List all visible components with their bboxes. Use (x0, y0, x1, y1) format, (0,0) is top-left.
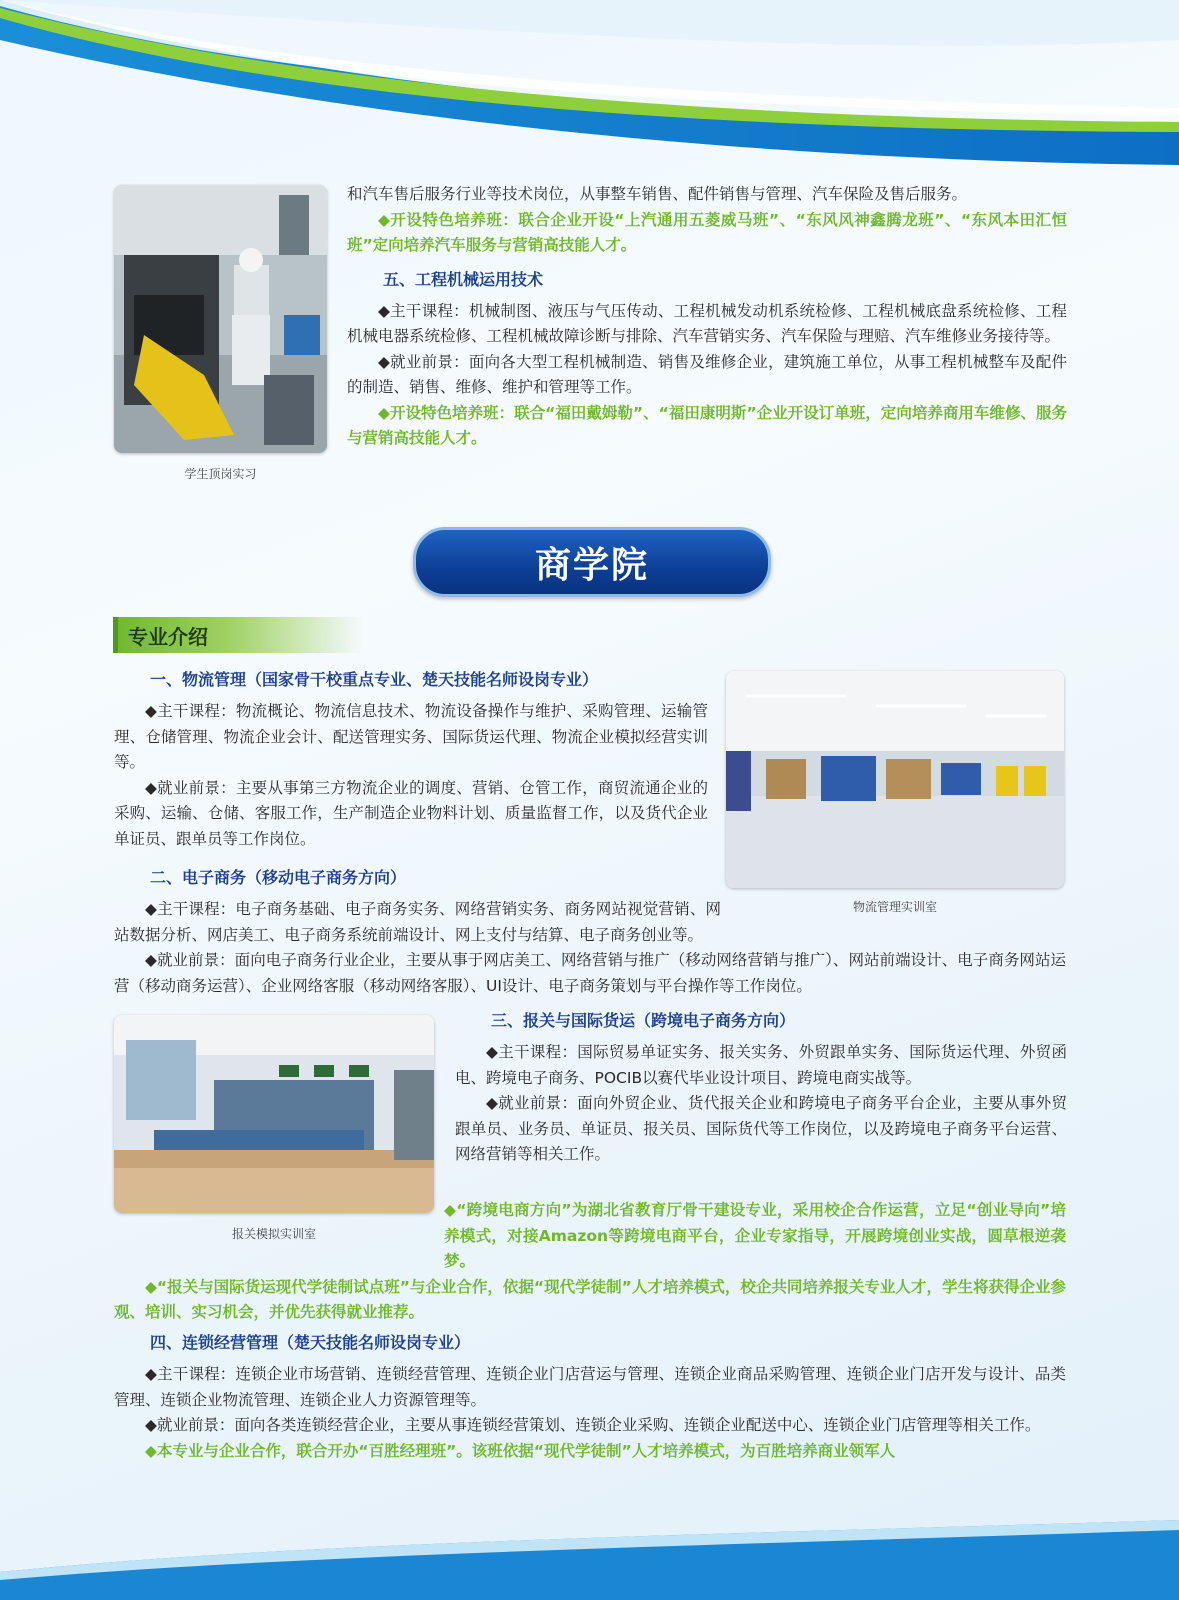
auto-text-block (347, 182, 1067, 452)
heading-chain: 四、连锁经营管理（楚天技能名师设岗专业） (150, 1333, 471, 1352)
engineering-special-class: ◆开设特色培养班：联合“福田戴姆勒”、“福田康明斯”企业开设订单班，定向培养商用车维修、服务与营销高技能人才。 (347, 403, 1067, 447)
internship-caption: 学生顶岗实习 (184, 467, 257, 481)
internship-photo (114, 185, 327, 453)
auto-line-continued: 和汽车售后服务行业等技术岗位，从事整车销售、配件销售与管理、汽车保险及售后服务。 (347, 185, 968, 203)
customs-special-block (114, 1198, 1066, 1326)
ecommerce-courses: ◆主干课程：电子商务基础、电子商务实务、网络营销实务、商务网站视觉营销、网站数据分析、网店美工、电子商务系统前端设计、网上支付与结算、电子商务创业等。 (114, 900, 721, 944)
heading-ecommerce: 二、电子商务（移动电子商务方向） (150, 868, 407, 887)
chain-special: ◆本专业与企业合作，联合开办“百胜经理班”。该班依据“现代学徒制”人才培养模式，为百胜培养商业领军人 (145, 1441, 896, 1460)
engineering-courses: ◆主干课程：机械制图、液压与气压传动、工程机械发动机系统检修、工程机械底盘系统检修、工程机械电器系统检修、工程机械故障诊断与排除、汽车营销实务、汽车保险与理赔、汽车维修业务接待等。 (347, 301, 1067, 345)
heading-customs: 三、报关与国际货运（跨境电子商务方向） (491, 1011, 796, 1030)
logistics-block (114, 667, 708, 852)
chain-block (114, 1330, 1066, 1464)
customs-courses: ◆主干课程：国际贸易单证实务、报关实务、外贸跟单实务、国际货运代理、外贸函电、跨境电子商务、POCIB以赛代毕业设计项目、跨境电商实战等。 (455, 1043, 1067, 1087)
customs-caption: 报关模拟实训室 (231, 1227, 316, 1241)
engineering-jobs: ◆就业前景：面向各大型工程机械制造、销售及维修企业，建筑施工单位，从事工程机械整车及配件的制造、销售、维修、维护和管理等工作。 (347, 352, 1067, 396)
logistics-caption: 物流管理实训室 (852, 900, 937, 914)
footer-wave (0, 1480, 1179, 1600)
customs-special-apprentice: ◆“报关与国际货运现代学徒制试点班”与企业合作，依据“现代学徒制”人才培养模式，校企共同培养报关专业人才，学生将获得企业参观、培训、实习机会，并优先获得就业推荐。 (114, 1277, 1066, 1321)
chain-courses: ◆主干课程：连锁企业市场营销、连锁经营管理、连锁企业门店营运与管理、连锁企业商品采购管理、连锁企业门店开发与设计、品类管理、连锁企业物流管理、连锁企业人力资源管理等。 (114, 1365, 1066, 1409)
chain-jobs: ◆就业前景：面向各类连锁经营企业，主要从事连锁经营策划、连锁企业采购、连锁企业配送中心、连锁企业门店管理等相关工作。 (145, 1416, 1041, 1434)
section-tab-major-intro: 专业介绍 (113, 617, 363, 653)
header-swoosh (0, 0, 1179, 170)
auto-special-class: ◆开设特色培养班：联合企业开设“上汽通用五菱威马班”、“东风风神鑫腾龙班”、“东风本田汇恒班”定向培养汽车服务与营销高技能人才。 (347, 210, 1067, 254)
customs-lab-photo (114, 1015, 434, 1213)
logistics-courses: ◆主干课程：物流概论、物流信息技术、物流设备操作与维护、采购管理、运输管理、仓储管理、物流企业会计、配送管理实务、国际货运代理、物流企业模拟经营实训等。 (114, 702, 708, 771)
customs-jobs: ◆就业前景：面向外贸企业、货代报关企业和跨境电子商务平台企业，主要从事外贸跟单员、业务员、单证员、报关员、国际货代等工作岗位，以及跨境电子商务平台运营、网络营销等相关工作。 (455, 1094, 1067, 1163)
ecommerce-block (114, 865, 1066, 999)
customs-special-cross-border: ◆“跨境电商方向”为湖北省教育厅骨干建设专业，采用校企合作运营，立足“创业导向”培养模式，对接Amazon等跨境电商平台，企业专家指导，开展跨境创业实战，圆草根逆袭梦。 (444, 1201, 1066, 1270)
customs-block (455, 1008, 1067, 1168)
logistics-jobs: ◆就业前景：主要从事第三方物流企业的调度、营销、仓管工作，商贸流通企业的采购、运输、仓储、客服工作，生产制造企业物料计划、质量监督工作，以及货代企业单证员、跟单员等工作岗位。 (114, 778, 708, 848)
logistics-lab-photo (726, 671, 1064, 888)
heading-logistics: 一、物流管理（国家骨干校重点专业、楚天技能名师设岗专业） (150, 670, 599, 689)
college-banner: 商学院 (413, 527, 771, 597)
ecommerce-jobs: ◆就业前景：面向电子商务行业企业，主要从事于网店美工、网络营销与推广（移动网络营销与推广）、网站前端设计、电子商务网站运营（移动商务运营）、企业网络客服（移动网络客服）、UI设计、电子商务策划与平台操作等工作岗位。 (114, 951, 1066, 995)
heading-engineering-machinery: 五、工程机械运用技术 (383, 269, 544, 289)
